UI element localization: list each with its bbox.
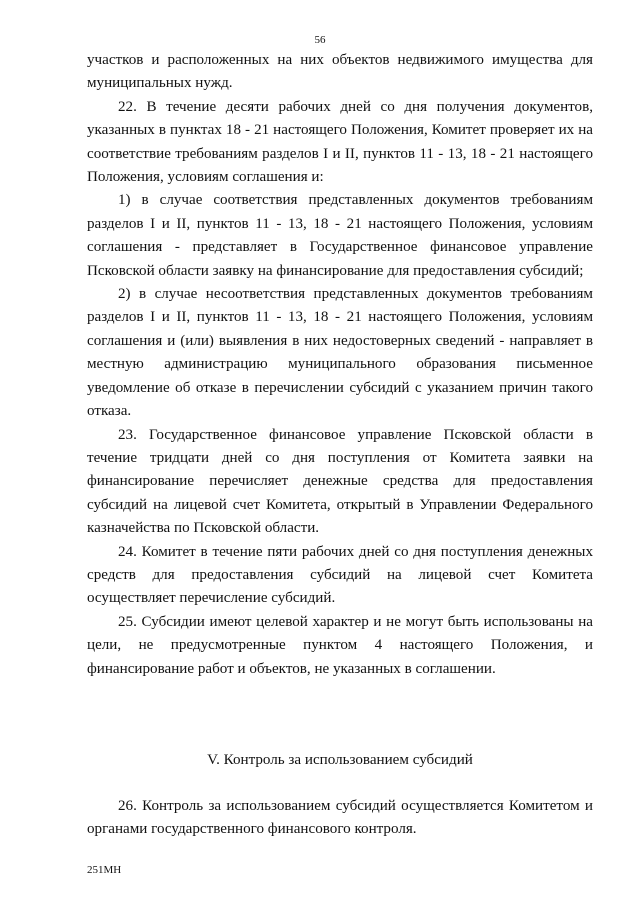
paragraph-continuation: участков и расположенных на них объектов недвижимого имущества для муниципальных нужд. <box>87 52 593 92</box>
paragraph-24: 24. Комитет в течение пяти рабочих дней со дня поступления денежных средств для предоставления субсидий на лицевой счет Комитета осуществляет перечисление субсидий. <box>87 543 593 607</box>
page-number: 56 <box>314 34 326 46</box>
section-heading: V. Контроль за использованием субсидий <box>207 752 473 768</box>
paragraph-26: 26. Контроль за использованием субсидий осуществляется Комитетом и органами государственного финансового контроля. <box>87 798 593 838</box>
document-code: 251МН <box>87 864 122 876</box>
paragraph-25: 25. Субсидии имеют целевой характер и не могут быть использованы на цели, не предусмотренные пунктом 4 настоящего Положения, и финансирование работ и объектов, не указанных в соглашении. <box>87 613 593 677</box>
document-body <box>87 49 593 681</box>
paragraph-22-item-2: 2) в случае несоответствия представленных документов требованиям разделов I и II, пунктов 11 - 13, 18 - 21 настоящего Положения, условиям соглашения и (или) выявления в них недостоверных сведений - направляет в местную администрацию муниципального образования письменное уведомление об отказе в перечислении субсидий с указанием причин такого отказа. <box>87 286 593 420</box>
section-body <box>87 795 593 842</box>
paragraph-22: 22. В течение десяти рабочих дней со дня получения документов, указанных в пунктах 18 - 21 настоящего Положения, Комитет проверяет их на соответствие требованиям разделов I и II, пунктов 11 - 13, 18 - 21 настоящего Положения, условиям соглашения и: <box>87 98 593 186</box>
paragraph-23: 23. Государственное финансовое управление Псковской области в течение тридцати дней со дня поступления от Комитета заявки на финансирование перечисляет денежные средства для предоставления субсидий на лицевой счет Комитета, открытый в Управлении Федерального казначейства по Псковской области. <box>87 426 593 537</box>
paragraph-22-item-1: 1) в случае соответствия представленных документов требованиям разделов I и II, пунктов 11 - 13, 18 - 21 настоящего Положения, условиям соглашения - представляет в Государственное финансовое управление Псковской области заявку на финансирование для предоставления субсидий; <box>87 192 593 279</box>
